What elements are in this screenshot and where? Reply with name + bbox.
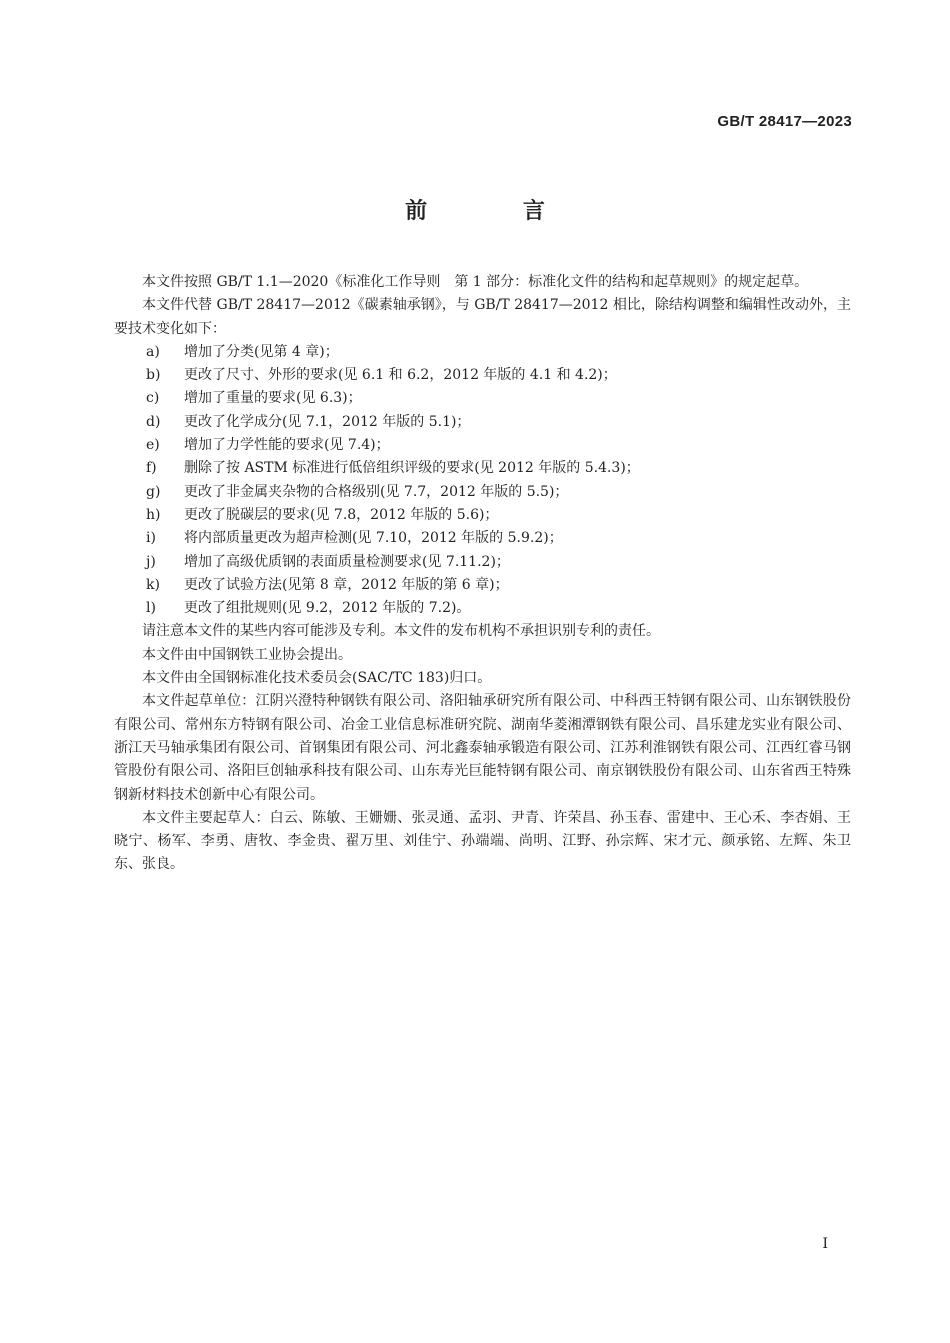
- list-item-marker: i): [146, 530, 156, 547]
- list-item: [114, 434, 851, 457]
- list-item-marker: d): [146, 413, 161, 430]
- paragraph-drafting-rules: 本文件按照 GB/T 1.1—2020《标准化工作导则 第 1 部分：标准化文件的结构和起草规则》的规定起草。: [142, 274, 809, 290]
- list-item-text: 增加了分类(见第 4 章)；: [184, 343, 339, 360]
- paragraph-proposer: 本文件由中国钢铁工业协会提出。: [142, 646, 352, 663]
- list-item: [114, 411, 851, 434]
- list-item-marker: k): [146, 576, 160, 593]
- paragraph-drafters: 本文件主要起草人：白云、陈敏、王姗姗、张灵通、孟羽、尹青、许荣昌、孙玉春、雷建中、王心禾、李杏娟、王晓宁、杨军、李勇、唐牧、李金贵、翟万里、刘佳宁、孙端端、尚明、江野、孙宗辉、宋才元、颜承铭、左辉、朱卫东、张良。: [114, 809, 851, 873]
- list-item: [114, 504, 851, 527]
- list-item-marker: j): [146, 553, 156, 570]
- list-item: [114, 364, 851, 387]
- list-item: [114, 481, 851, 504]
- paragraph-drafting-units: 本文件起草单位：江阴兴澄特种钢铁有限公司、洛阳轴承研究所有限公司、中科西王特钢有限公司、山东钢铁股份有限公司、常州东方特钢有限公司、冶金工业信息标准研究院、湖南华菱湘潭钢铁有限公司、昌乐建龙实业有限公司、浙江天马轴承集团有限公司、首钢集团有限公司、河北鑫泰轴承锻造有限公司、江苏利淮钢铁有限公司、江西红睿马钢管股份有限公司、洛阳巨创轴承科技有限公司、山东寿光巨能特钢有限公司、南京钢铁股份有限公司、山东省西王特殊钢新材料技术创新中心有限公司。: [114, 693, 851, 803]
- page-title: 前 言: [405, 199, 589, 224]
- list-item-text: 更改了化学成分(见 7.1，2012 年版的 5.1)；: [184, 413, 471, 430]
- page-number: I: [822, 1236, 828, 1252]
- list-item-text: 将内部质量更改为超声检测(见 7.10，2012 年版的 5.9.2)；: [184, 530, 563, 547]
- list-item: [114, 457, 851, 480]
- list-item-marker: f): [146, 460, 157, 477]
- list-item: [114, 527, 851, 550]
- standard-code: GB/T 28417—2023: [717, 113, 852, 130]
- list-item-text: 增加了高级优质钢的表面质量检测要求(见 7.11.2)；: [184, 553, 510, 570]
- list-item: [114, 551, 851, 574]
- list-item-text: 增加了力学性能的要求(见 7.4)；: [184, 437, 390, 454]
- list-item-marker: h): [146, 506, 161, 523]
- list-item-marker: a): [146, 343, 160, 360]
- list-item-text: 更改了试验方法(见第 8 章，2012 年版的第 6 章)；: [184, 576, 509, 593]
- list-item-marker: b): [146, 367, 161, 384]
- technical-changes-list: [114, 341, 851, 621]
- list-item-text: 更改了非金属夹杂物的合格级别(见 7.7，2012 年版的 5.5)；: [184, 483, 569, 500]
- list-item-text: 更改了尺寸、外形的要求(见 6.1 和 6.2，2012 年版的 4.1 和 4.2)；: [184, 367, 617, 384]
- list-item: [114, 387, 851, 410]
- list-item: [114, 574, 851, 597]
- paragraph-replacement: 本文件代替 GB/T 28417—2012《碳素轴承钢》，与 GB/T 28417—2012 相比，除结构调整和编辑性改动外，主要技术变化如下：: [114, 297, 851, 337]
- list-item: [114, 341, 851, 364]
- list-item-text: 删除了按 ASTM 标准进行低倍组织评级的要求(见 2012 年版的 5.4.3)；: [184, 460, 640, 477]
- list-item-marker: e): [146, 437, 160, 454]
- list-item-text: 更改了组批规则(见 9.2，2012 年版的 7.2)。: [184, 600, 471, 617]
- list-item: [114, 597, 851, 620]
- list-item-marker: c): [146, 390, 160, 407]
- preface-body: [114, 271, 851, 877]
- paragraph-committee: 本文件由全国钢标准化技术委员会(SAC/TC 183)归口。: [142, 670, 492, 687]
- list-item-text: 更改了脱碳层的要求(见 7.8，2012 年版的 5.6)；: [184, 506, 499, 523]
- list-item-marker: g): [146, 483, 161, 500]
- list-item-text: 增加了重量的要求(见 6.3)；: [184, 390, 362, 407]
- list-item-marker: l): [146, 600, 156, 617]
- paragraph-patent-notice: 请注意本文件的某些内容可能涉及专利。本文件的发布机构不承担识别专利的责任。: [142, 623, 660, 640]
